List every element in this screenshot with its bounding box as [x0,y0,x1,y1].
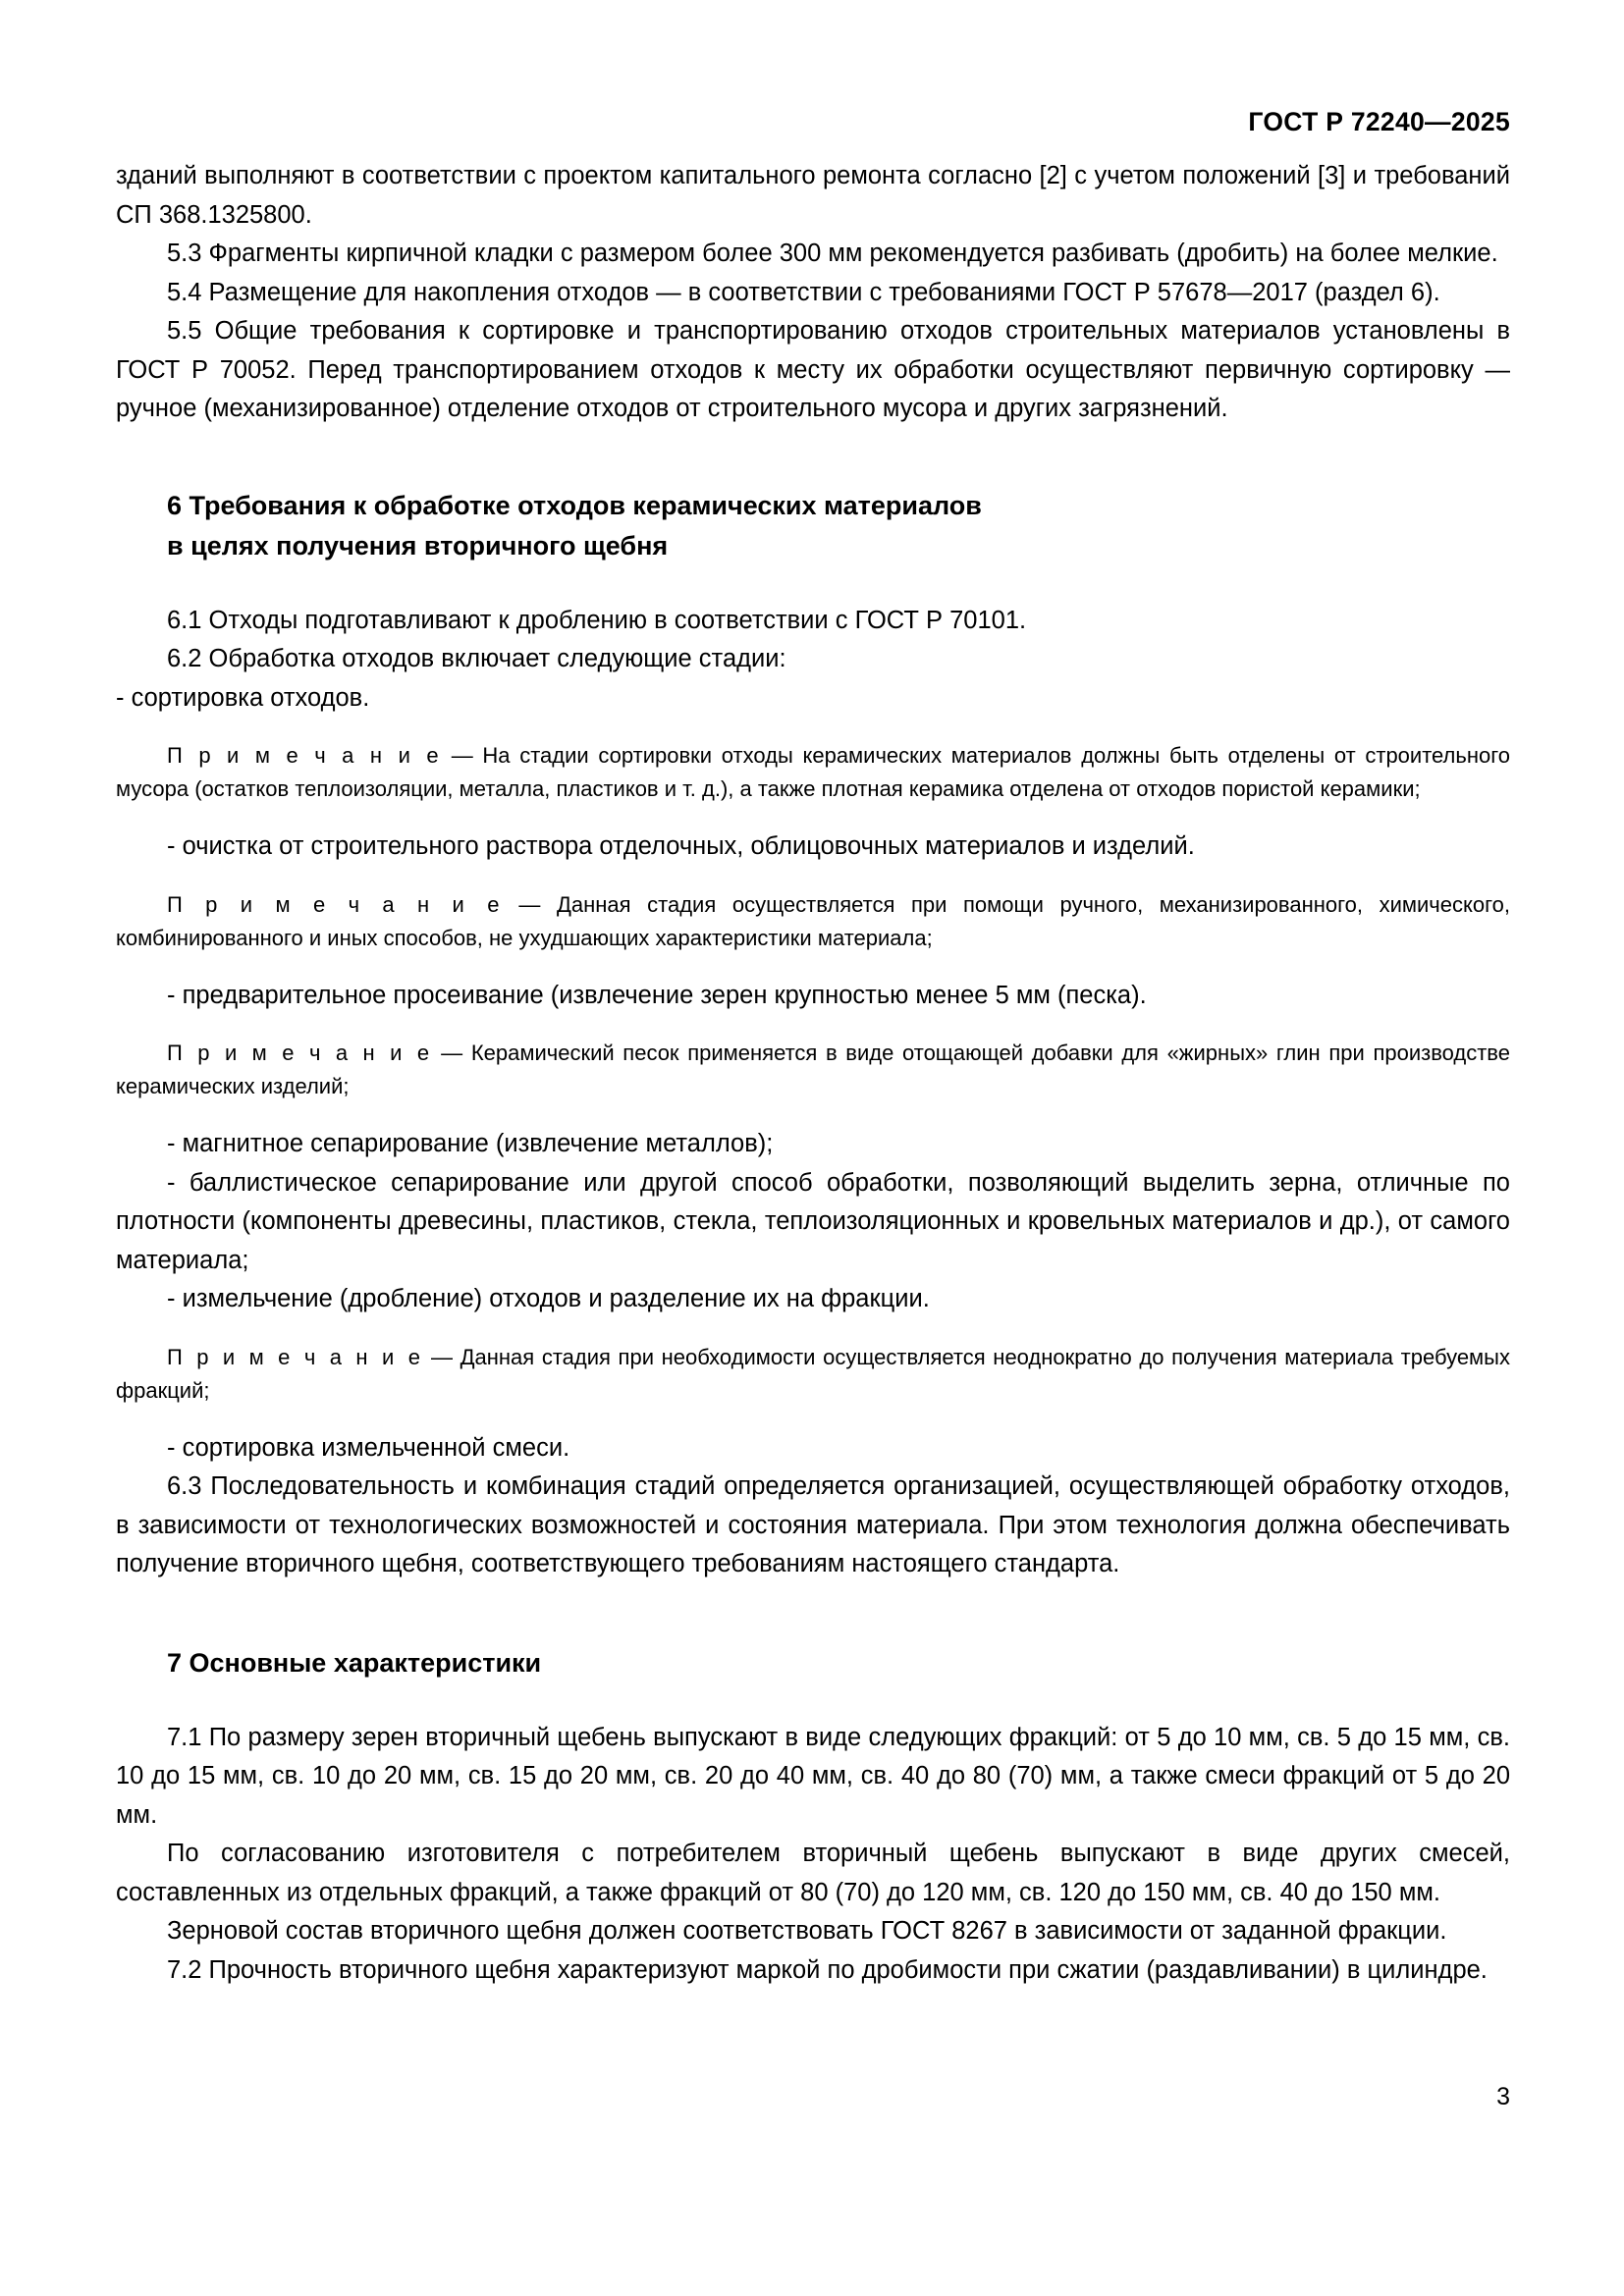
heading-section-6-line-1: 6 Требования к обработке отходов керамических материалов [167,490,982,520]
spacer [116,1319,1510,1341]
list-item-cleaning: - очистка от строительного раствора отделочных, облицовочных материалов и изделий. [167,832,1195,860]
note-4-text: — Данная стадия при необходимости осуществляется неоднократно до получения материала требуемых фракций; [116,1344,1510,1403]
spacer [116,867,1510,888]
running-header [116,0,1510,157]
spacer [116,1584,1510,1643]
page-number: 3 [1496,2083,1510,2110]
list-item-magnetic-separation: - магнитное сепарирование (извлечение металлов); [167,1130,774,1157]
heading-section-7: 7 Основные характеристики [167,1647,542,1678]
note-label: П р и м е ч а н и е [167,891,503,917]
paragraph-6-1: 6.1 Отходы подготавливают к дроблению в соответствии с ГОСТ Р 70101. [167,606,1027,634]
standard-designation: ГОСТ Р 72240—2025 [1248,107,1510,136]
note-1 [116,739,1510,806]
note-3 [116,1037,1510,1103]
spacer [116,566,1510,602]
spacer [116,429,1510,486]
paragraph-7-1: 7.1 По размеру зерен вторичный щебень выпускают в виде следующих фракций: от 5 до 10 мм, св. 5 до 15 мм, св. 10 до 15 мм, св. 10 до 20 мм, св. 15 до 20 мм, св. 20 до 40 мм, св. 40 до 80 (70) мм, а также смеси фракций от 5 до 20 мм. [116,1723,1510,1829]
list-item-sieving: - предварительное просеивание (извлечение зерен крупностью менее 5 мм (песка). [167,981,1147,1009]
heading-section-6-line-2: в целях получения вторичного щебня [167,530,669,561]
note-2-text: — Данная стадия осуществляется при помощи ручного, механизированного, химического, комбинированного и иных способов, не ухудшающих характеристики материала; [116,891,1510,950]
note-1-text: — На стадии сортировки отходы керамических материалов должны быть отделены от строительного мусора (остатков теплоизоляции, металла, пластиков и т. д.), а также плотная керамика отделена от отходов пористой керамики; [116,743,1510,801]
note-label: П р и м е ч а н и е [167,1344,424,1369]
paragraph-7-2: 7.2 Прочность вторичного щебня характеризуют маркой по дробимости при сжатии (раздавливании) в цилиндре. [167,1955,1488,1984]
spacer [116,1408,1510,1429]
note-3-text: — Керамический песок применяется в виде отощающей добавки для «жирных» глин при производстве керамических изделий; [116,1041,1510,1098]
spacer [116,955,1510,977]
paragraph-7-1-b: По согласованию изготовителя с потребителем вторичный щебень выпускают в виде других смесей, составленных из отдельных фракций, а также фракций от 80 (70) до 120 мм, св. 120 до 150 мм, св. 40 до 150 мм. [116,1840,1510,1906]
list-item-sorting-crushed-mix: - сортировка измельченной смеси. [167,1433,570,1462]
list-item-ballistic-separation: - баллистическое сепарирование или другой способ обработки, позволяющий выделить зерна, отличные по плотности (компоненты древесины, пластиков, стекла, теплоизоляционных и кровельных материалов и др.), от самого материала; [116,1168,1510,1274]
page-footer [116,2083,1510,2111]
paragraph-7-1-c: Зерновой состав вторичного щебня должен соответствовать ГОСТ 8267 в зависимости от заданной фракции. [167,1917,1447,1945]
list-item-sorting: - сортировка отходов. [116,683,370,712]
note-label: П р и м е ч а н и е [167,1041,433,1065]
paragraph-5-4: 5.4 Размещение для накопления отходов — в соответствии с требованиями ГОСТ Р 57678—2017 (раздел 6). [167,278,1440,306]
paragraph-6-2: 6.2 Обработка отходов включает следующие стадии: [167,645,786,672]
note-2 [116,888,1510,955]
page-content [116,0,1510,1990]
note-4 [116,1341,1510,1408]
paragraph-5-5: 5.5 Общие требования к сортировке и транспортированию отходов строительных материалов установлены в ГОСТ Р 70052. Перед транспортированием отходов к месту их обработки осуществляют первичную сортировку — ручное (механизированное) отделение отходов от строительного мусора и других загрязнений. [116,317,1510,422]
note-label: П р и м е ч а н и е [167,743,442,768]
paragraph-5-3: 5.3 Фрагменты кирпичной кладки с размером более 300 мм рекомендуется разбивать (дробить) на более мелкие. [167,240,1498,267]
list-item-crushing: - измельчение (дробление) отходов и разделение их на фракции. [167,1285,930,1312]
spacer [116,1683,1510,1719]
paragraph-6-3: 6.3 Последовательность и комбинация стадий определяется организацией, осуществляющей обработку отходов, в зависимости от технологических возможностей и состояния материала. При этом технология должна обеспечивать получение вторичного щебня, соответствующего требованиям настоящего стандарта. [116,1472,1510,1577]
spacer [116,806,1510,828]
spacer [116,718,1510,739]
paragraph-5-2-continuation: зданий выполняют в соответствии с проектом капитального ремонта согласно [2] с учетом положений [3] и требований СП 368.1325800. [116,162,1510,229]
spacer [116,1103,1510,1125]
spacer [116,1015,1510,1037]
